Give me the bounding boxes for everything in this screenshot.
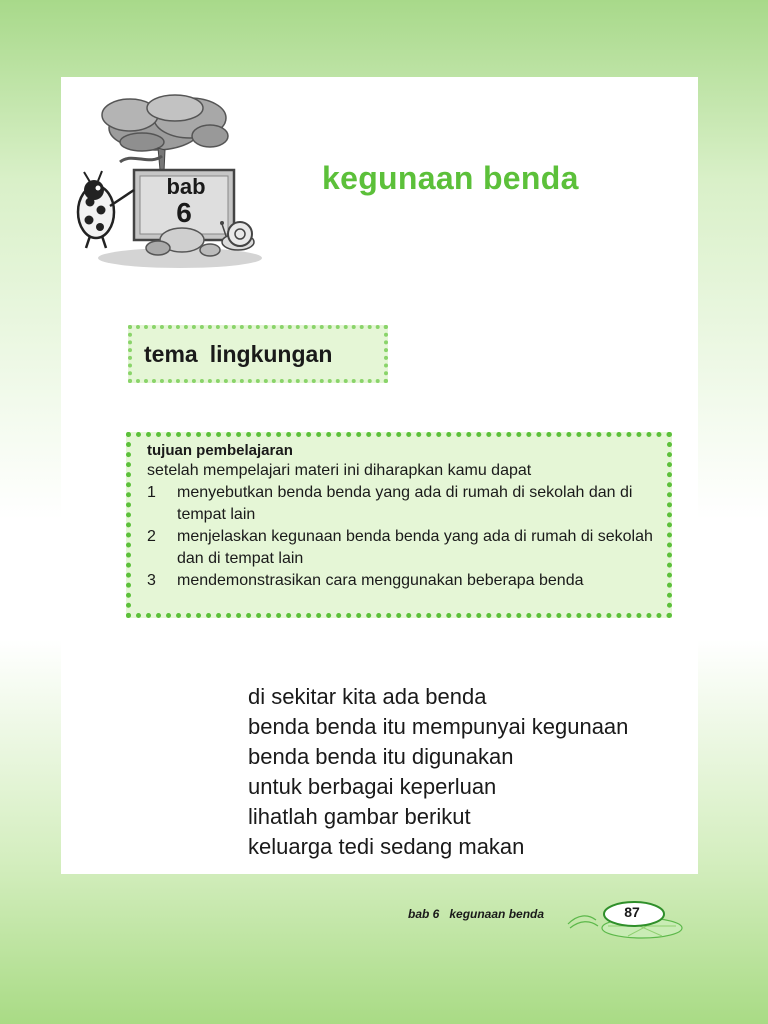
chapter-label: bab	[166, 174, 206, 199]
theme-box	[128, 325, 388, 383]
body-text-line: keluarga tedi sedang makan	[248, 834, 525, 859]
learning-objectives-box	[126, 432, 672, 618]
ladybug-icon	[78, 171, 134, 248]
chapter-number: 6	[176, 197, 192, 228]
body-text-line: benda benda itu digunakan	[248, 744, 514, 769]
objective-text: menjelaskan kegunaan benda benda yang ada di rumah di sekolah dan di tempat lain	[177, 528, 653, 567]
objectives-intro: setelah mempelajari materi ini diharapkan kamu dapat	[147, 462, 532, 479]
objective-number: 1	[147, 484, 156, 501]
body-text	[248, 682, 628, 862]
objective-item	[147, 482, 653, 526]
body-text-line: lihatlah gambar berikut	[248, 804, 471, 829]
objectives-title: tujuan pembelajaran	[147, 442, 293, 459]
objective-text: mendemonstrasikan cara menggunakan beberapa benda	[177, 572, 584, 589]
chapter-illustration	[70, 90, 270, 275]
footer-chapter: bab 6	[408, 907, 440, 921]
page-number: 87	[624, 904, 640, 920]
footer-title: kegunaan benda	[449, 907, 545, 921]
footer-chapter-label	[408, 907, 544, 921]
body-text-line: di sekitar kita ada benda	[248, 684, 487, 709]
objective-item	[147, 570, 653, 592]
objective-item	[147, 526, 653, 570]
theme-label: tema	[144, 340, 198, 367]
tree-canopy-icon	[102, 95, 228, 151]
objective-text: menyebutkan benda benda yang ada di rumah di sekolah dan di tempat lain	[177, 484, 633, 523]
objective-number: 3	[147, 572, 156, 589]
objective-number: 2	[147, 528, 156, 545]
body-text-line: untuk berbagai keperluan	[248, 774, 497, 799]
theme-value: lingkungan	[209, 340, 333, 367]
chapter-title: kegunaan benda	[322, 160, 579, 196]
body-text-line: benda benda itu mempunyai kegunaan	[248, 714, 629, 739]
